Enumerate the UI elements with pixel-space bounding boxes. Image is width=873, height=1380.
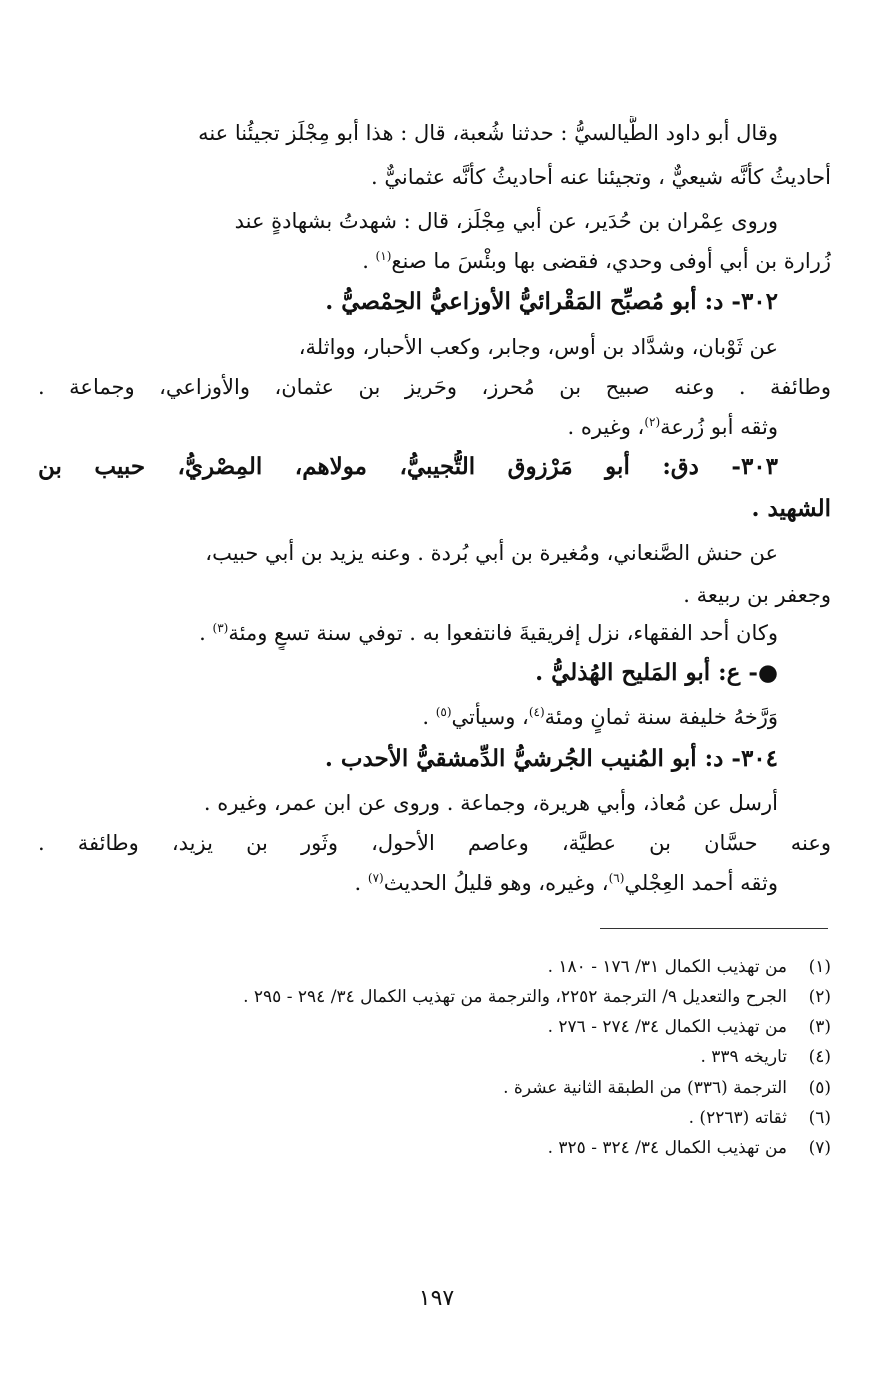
paragraph-line: وقال أبو داود الطَّيالسيُّ : حدثنا شُعبة، قال : هذا أبو مِجْلَز تجيئُنا عنه: [198, 121, 778, 145]
paragraph-line: [38, 244, 831, 278]
footnote: [60, 1136, 831, 1160]
line-end: .: [354, 871, 368, 895]
footnote: [60, 1045, 831, 1069]
entry-heading-303: ٣٠٣- دق: أبو مَرْزوق التُّجيبيُّ، مولاهم، المِصْريُّ، حبيب بن: [38, 453, 778, 480]
footnote-text: من تهذيب الكمال ٣٤/ ٢٧٤ - ٢٧٦ .: [547, 1017, 787, 1037]
paragraph-line: [38, 700, 778, 734]
footnote-ref: (١): [375, 249, 392, 263]
footnote-number: (٣): [808, 1017, 831, 1037]
footnote-number: (٦): [808, 1108, 831, 1128]
paragraph-line: وجعفر بن ربيعة .: [683, 583, 831, 607]
footnote-ref: (٧): [367, 871, 384, 885]
footnote-text: ثقاته (٢٢٦٣) .: [688, 1108, 787, 1128]
footnote-ref: (٣): [212, 621, 229, 635]
footnote: [60, 1076, 831, 1100]
entry-heading-malih: ●- ع: أبو المَليح الهُذليُّ .: [535, 659, 778, 686]
entry-heading-304: ٣٠٤- د: أبو المُنيب الجُرشيُّ الدِّمشقيُّ الأحدب .: [324, 745, 778, 772]
page-number: ١٩٧: [418, 1286, 455, 1311]
entry-heading-302: ٣٠٢- د: أبو مُصبِّح المَقْرائيُّ الأوزاعيُّ الحِمْصيُّ .: [325, 288, 778, 315]
paragraph-line: عن ثَوْبان، وشدَّاد بن أوس، وجابر، وكعب الأحبار، وواثلة،: [298, 335, 778, 359]
footnote-number: (٥): [808, 1078, 831, 1098]
line-text: وثقه أحمد العِجْلي: [624, 871, 778, 895]
footnote-ref: (٢): [644, 415, 661, 429]
line-text: زُرارة بن أبي أوفى وحدي، فقضى بها وبئْسَ ما صنع: [391, 249, 831, 273]
line-end: .: [422, 705, 436, 729]
footnote-number: (٧): [808, 1138, 831, 1158]
line-end: .: [362, 249, 376, 273]
line-end: ، وغيره .: [567, 415, 645, 439]
footnote-text: الجرح والتعديل ٩/ الترجمة ٢٢٥٢، والترجمة من تهذيب الكمال ٣٤/ ٢٩٤ - ٢٩٥ .: [243, 987, 787, 1007]
line-text: وثقه أبو زُرعة: [660, 415, 778, 439]
paragraph-line: عن حنش الصَّنعاني، ومُغيرة بن أبي بُردة . وعنه يزيد بن أبي حبيب،: [205, 541, 778, 565]
line-text: وكان أحد الفقهاء، نزل إفريقيةَ فانتفعوا به . توفي سنة تسعٍ ومئة: [228, 621, 778, 645]
footnote-ref: (٦): [608, 871, 625, 885]
footnote-ref: (٥): [435, 705, 452, 719]
line-end: .: [199, 621, 213, 645]
paragraph-line: وعنه حسَّان بن عطيَّة، وعاصم الأحول، وثَور بن يزيد، وطائفة .: [38, 831, 831, 855]
footnote-ref: (٤): [528, 705, 545, 719]
line-text: ، وسيأتي: [451, 705, 529, 729]
footnote: [60, 1015, 831, 1039]
footnote-separator: [600, 928, 828, 929]
footnote-text: الترجمة (٣٣٦) من الطبقة الثانية عشرة .: [503, 1078, 787, 1098]
footnote-number: (٤): [808, 1047, 831, 1067]
entry-heading-303-cont: الشهيد .: [751, 495, 831, 522]
line-text: وَرَّخهُ خليفة سنة ثمانٍ ومئة: [544, 705, 778, 729]
footnote-text: تاريخه ٣٣٩ .: [700, 1047, 787, 1067]
footnote-number: (٢): [808, 987, 831, 1007]
paragraph-line: أرسل عن مُعاذ، وأبي هريرة، وجماعة . وروى عن ابن عمر، وغيره .: [203, 791, 778, 815]
footnote-text: من تهذيب الكمال ٣١/ ١٧٦ - ١٨٠ .: [547, 957, 787, 977]
footnote: [60, 985, 831, 1009]
paragraph-line: [38, 616, 778, 650]
paragraph-line: أحاديثُ كأنَّه شيعيٌّ ، وتجيئنا عنه أحاديثُ كأنَّه عثمانيٌّ .: [371, 165, 831, 189]
footnote-text: من تهذيب الكمال ٣٤/ ٣٢٤ - ٣٢٥ .: [547, 1138, 787, 1158]
paragraph-line: [38, 866, 778, 900]
line-text: ، وغيره، وهو قليلُ الحديث: [383, 871, 609, 895]
paragraph-line: وطائفة . وعنه صبيح بن مُحرز، وحَريز بن عثمان، والأوزاعي، وجماعة .: [38, 375, 831, 399]
footnote-number: (١): [808, 957, 831, 977]
paragraph-line: [38, 410, 778, 444]
paragraph-line: وروى عِمْران بن حُدَير، عن أبي مِجْلَز، قال : شهدتُ بشهادةٍ عند: [234, 209, 778, 233]
footnote: [60, 1106, 831, 1130]
footnote: [60, 955, 831, 979]
